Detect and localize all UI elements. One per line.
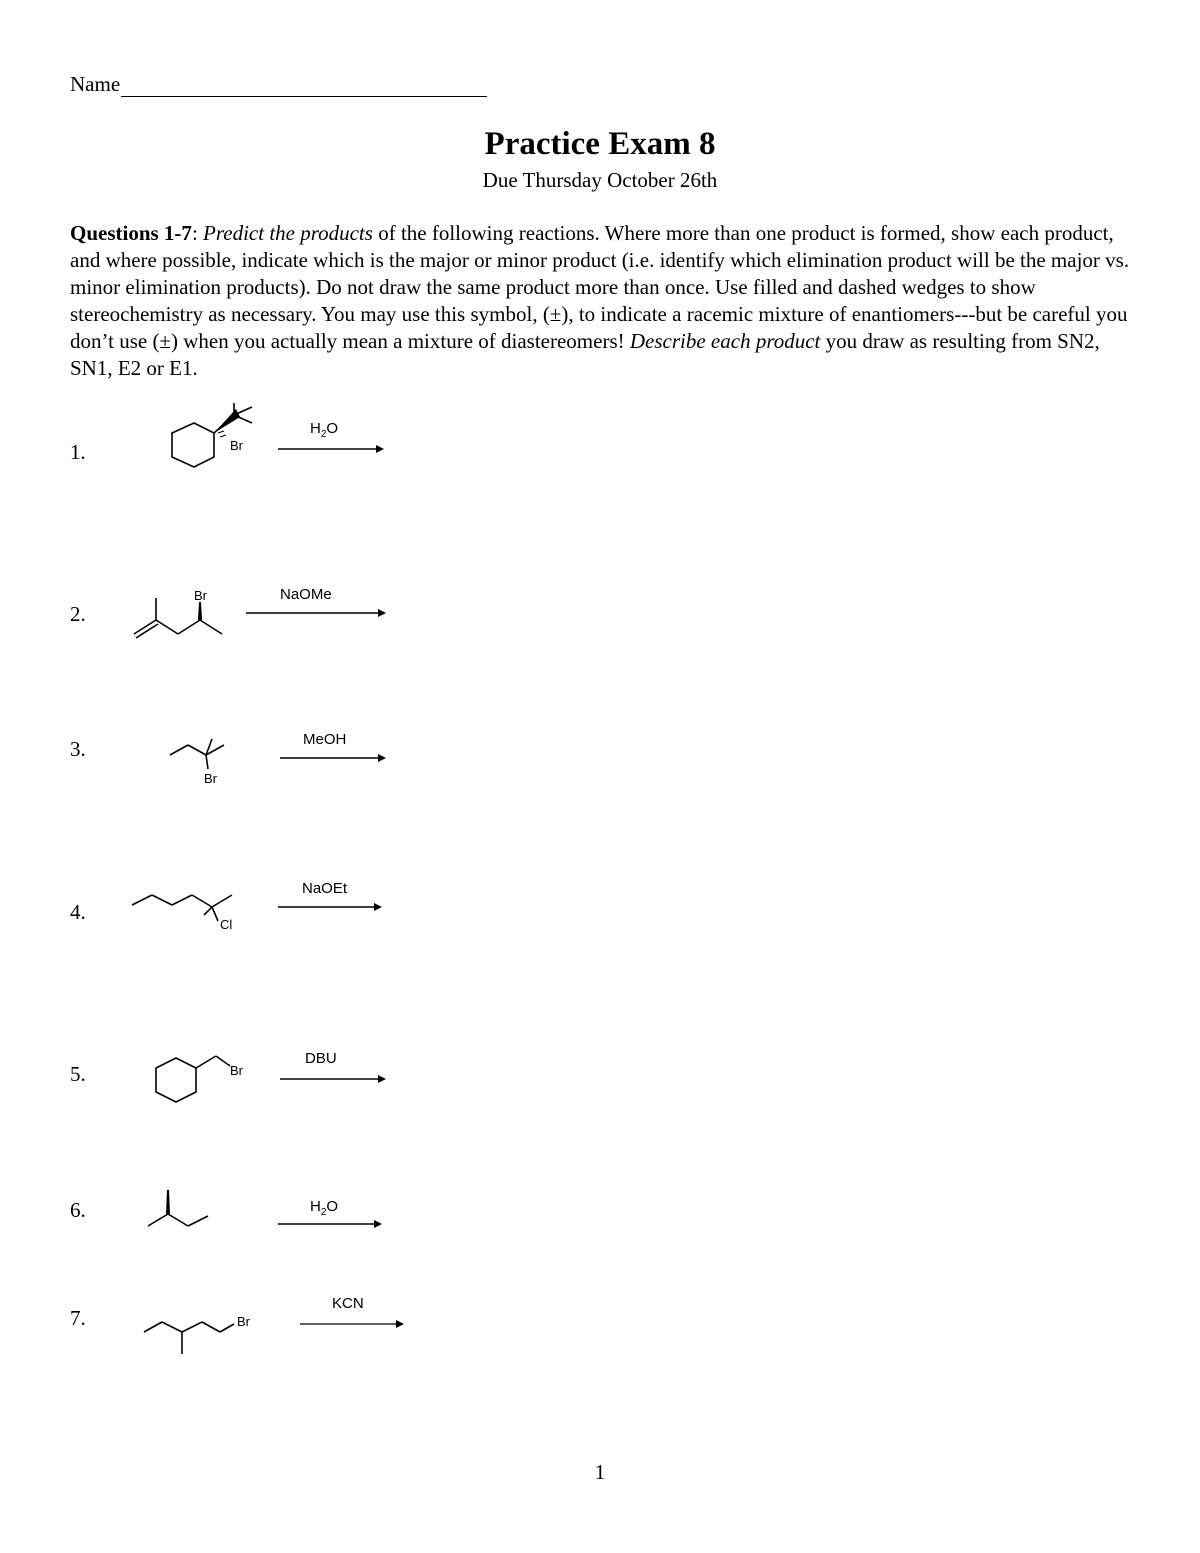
name-label: Name xyxy=(70,72,121,96)
question-2-reaction xyxy=(120,580,420,650)
question-4-number: 4. xyxy=(70,900,86,924)
question-5-number: 5. xyxy=(70,1062,86,1086)
q7-reagent: KCN xyxy=(332,1295,364,1312)
questions-range: Questions 1-7 xyxy=(70,221,192,245)
arrow-head xyxy=(396,1320,404,1328)
q1-substituent: Br xyxy=(230,438,243,453)
arrow-head xyxy=(378,609,386,617)
instructions-colon: : xyxy=(191,221,198,245)
question-3-reaction xyxy=(120,725,420,795)
arrow-head xyxy=(374,903,382,911)
question-7-number: 7. xyxy=(70,1306,86,1330)
question-5-reaction xyxy=(120,1040,420,1110)
wedge-bond xyxy=(198,602,202,620)
name-blank-line xyxy=(121,76,487,97)
instructions-italic-2: Describe each product xyxy=(629,329,821,353)
wedge-bond xyxy=(214,409,240,433)
q4-reagent: NaOEt xyxy=(302,880,348,897)
question-1-reaction xyxy=(120,395,420,485)
q7-substituent: Br xyxy=(237,1314,250,1329)
q5-substituent: Br xyxy=(230,1063,243,1078)
question-6-number: 6. xyxy=(70,1198,86,1222)
arrow-head xyxy=(378,1075,386,1083)
due-date: Due Thursday October 26th xyxy=(482,168,718,192)
cyclohexane-ring xyxy=(156,1058,196,1102)
q2-reagent: NaOMe xyxy=(280,586,332,603)
q5-reagent: DBU xyxy=(305,1050,337,1067)
arrow-head xyxy=(378,754,386,762)
name-field xyxy=(70,72,487,97)
q4-substituent: Cl xyxy=(220,917,233,932)
arrow-head xyxy=(376,445,384,453)
page-title: Practice Exam 8 xyxy=(484,126,716,162)
question-6-reaction xyxy=(120,1180,420,1250)
q6-reagent: $H_2O$ xyxy=(310,1198,339,1218)
q3-reagent: MeOH xyxy=(303,731,347,748)
question-7-reaction xyxy=(120,1288,420,1363)
q2-substituent: Br xyxy=(194,588,207,603)
question-4-reaction xyxy=(120,875,420,945)
instructions-text-1: of the following reactions. Where more than one product is formed, show each product, and where possible, indicate which is the major or minor product (i.e. identify which elimination product will be the major vs. minor elimination products). Do not draw the same product more than once. Use filled and dashed wedges to show stereochemistry as necessary. You may use this symbol, (±), to indicate a racemic mixture of enantiomers---but be careful you don’t use (±) when you actually mean a mixture of diastereomers! xyxy=(70,221,1130,353)
q3-substituent: Br xyxy=(204,771,217,786)
page-number: 1 xyxy=(594,1460,606,1484)
instructions-text-2: you draw as resulting from SN2, SN1, E2 or E1. xyxy=(70,329,1100,380)
instructions-italic-1: Predict the products xyxy=(203,221,373,245)
arrow-head xyxy=(374,1220,382,1228)
wedge-bond xyxy=(166,1190,170,1214)
cyclohexane-ring xyxy=(172,423,214,467)
question-1-number: 1. xyxy=(70,440,86,464)
question-2-number: 2. xyxy=(70,602,86,626)
question-3-number: 3. xyxy=(70,737,86,761)
instructions-paragraph xyxy=(70,220,1130,382)
q1-reagent: $H_2O$ xyxy=(310,420,339,440)
